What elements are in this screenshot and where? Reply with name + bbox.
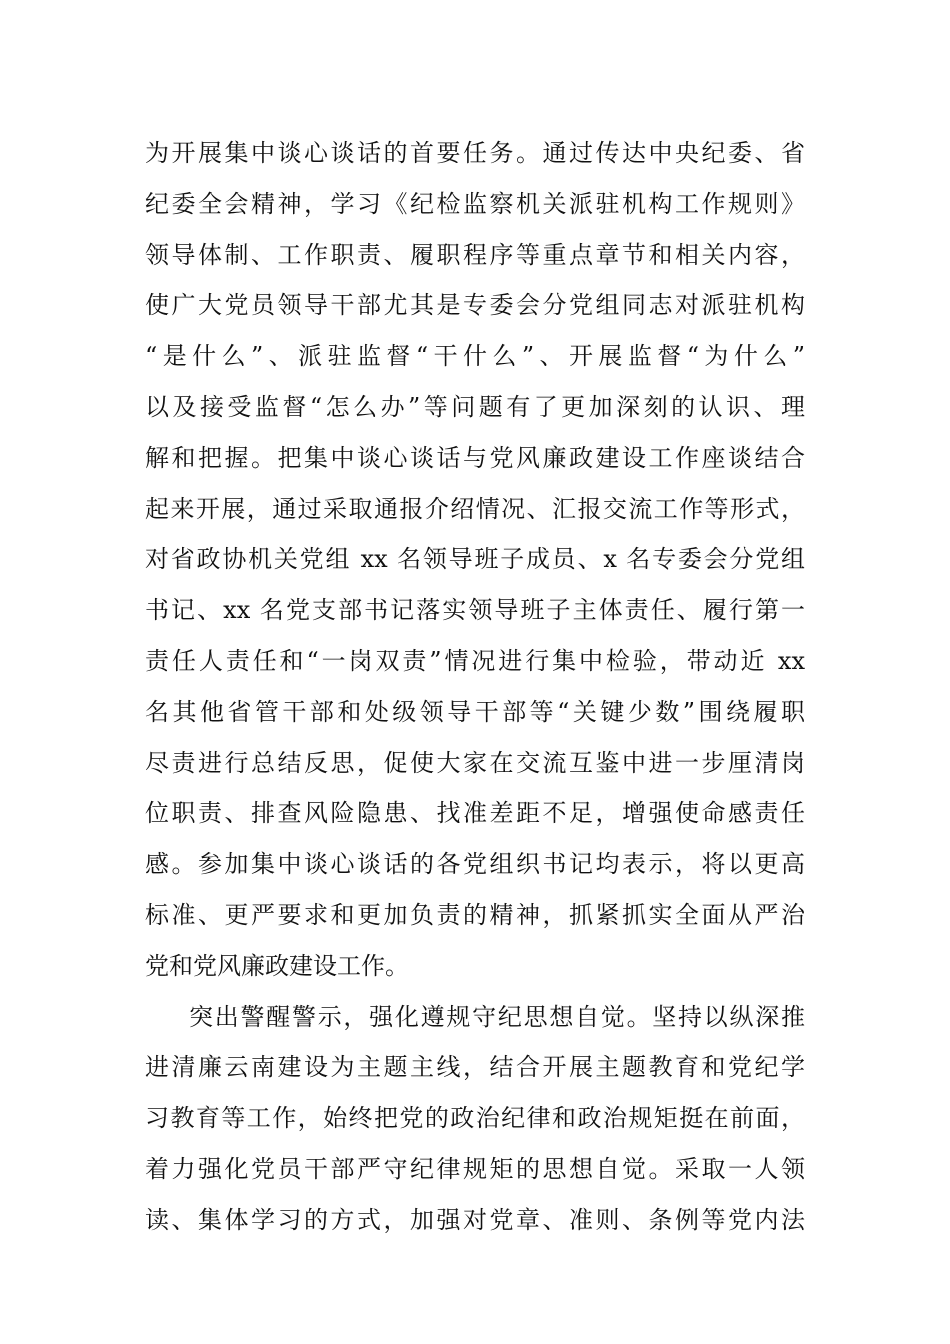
paragraph-end-line: 党和党风廉政建设工作。 xyxy=(145,951,409,980)
text-line: 标准、更严要求和更加负责的精神，抓紧抓实全面从严治 xyxy=(145,900,805,929)
body-text xyxy=(145,128,805,1246)
text-line: 为开展集中谈心谈话的首要任务。通过传达中央纪委、省 xyxy=(145,139,805,167)
text-line: 书记、xx 名党支部书记落实领导班子主体责任、履行第一 xyxy=(145,596,805,625)
text-line: 感。参加集中谈心谈话的各党组织书记均表示，将以更高 xyxy=(145,850,805,879)
text-line: 习教育等工作，始终把党的政治纪律和政治规矩挺在前面， xyxy=(145,1104,805,1133)
text-line: 名其他省管干部和处级领导干部等“关键少数”围绕履职 xyxy=(145,697,805,726)
text-line: 进清廉云南建设为主题主线，结合开展主题教育和党纪学 xyxy=(145,1053,805,1082)
text-line: 读、集体学习的方式，加强对党章、准则、条例等党内法 xyxy=(145,1205,805,1234)
text-line: 责任人责任和“一岗双责”情况进行集中检验，带动近 xx xyxy=(145,646,805,675)
text-line: 起来开展，通过采取通报介绍情况、汇报交流工作等形式， xyxy=(145,494,805,523)
text-line: 使广大党员领导干部尤其是专委会分党组同志对派驻机构 xyxy=(145,291,805,320)
text-line: 解和把握。把集中谈心谈话与党风廉政建设工作座谈结合 xyxy=(145,443,805,472)
text-line: 着力强化党员干部严守纪律规矩的思想自觉。采取一人领 xyxy=(145,1154,805,1183)
paragraph-first-line: 突出警醒警示，强化遵规守纪思想自觉。坚持以纵深推 xyxy=(189,1002,805,1031)
text-line: 以及接受监督“怎么办”等问题有了更加深刻的认识、理 xyxy=(145,392,805,421)
text-line: 尽责进行总结反思，促使大家在交流互鉴中进一步厘清岗 xyxy=(145,748,805,777)
text-line: 位职责、排查风险隐患、找准差距不足，增强使命感责任 xyxy=(145,799,805,828)
text-line: “是什么”、派驻监督“干什么”、开展监督“为什么” xyxy=(145,342,805,371)
text-line: 领导体制、工作职责、履职程序等重点章节和相关内容， xyxy=(145,240,805,269)
text-line: 对省政协机关党组 xx 名领导班子成员、x 名专委会分党组 xyxy=(145,545,805,574)
text-line: 纪委全会精神，学习《纪检监察机关派驻机构工作规则》 xyxy=(145,189,805,218)
